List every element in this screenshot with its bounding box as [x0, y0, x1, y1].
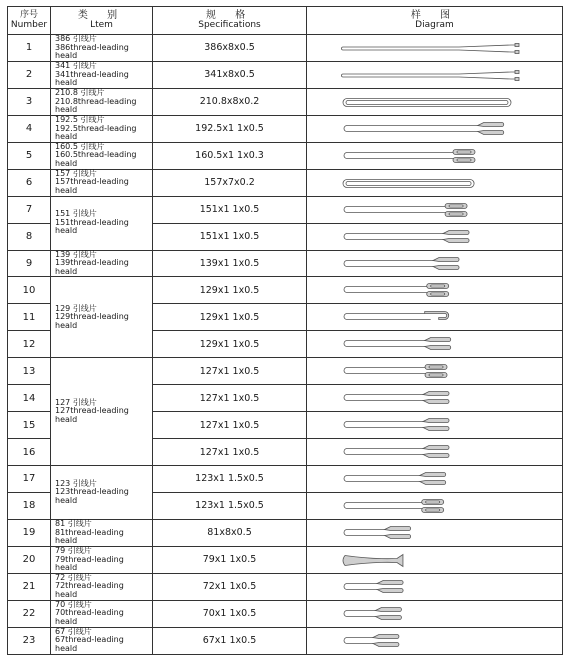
header-diagram — [307, 7, 563, 35]
part-drawing-paddle-end — [307, 520, 561, 545]
header-diagram-en: Diagram — [415, 20, 454, 31]
item-en2: heald — [55, 495, 78, 505]
table-row — [8, 277, 563, 304]
part-drawing-loop-strip — [307, 170, 561, 195]
item-cell — [51, 546, 153, 573]
table-row — [8, 358, 563, 385]
row-number: 21 — [8, 573, 51, 600]
part-drawing-paddle-end — [307, 466, 561, 491]
item-cell — [51, 196, 153, 250]
diagram-cell — [307, 573, 563, 600]
row-number: 5 — [8, 142, 51, 169]
diagram-cell — [307, 277, 563, 304]
table-row — [8, 250, 563, 277]
part-drawing-double-eye — [307, 277, 561, 302]
row-number: 8 — [8, 223, 51, 250]
spec-cell: 127x1 1x0.5 — [153, 358, 307, 385]
diagram-cell — [307, 331, 563, 358]
row-number: 23 — [8, 627, 51, 654]
item-code: 386 引线片 — [55, 34, 97, 44]
header-number-en: Number — [10, 19, 48, 30]
table-row — [8, 466, 563, 493]
row-number: 10 — [8, 277, 51, 304]
header-item-cn: 类 别 — [77, 10, 126, 22]
row-number: 14 — [8, 385, 51, 412]
item-en1: 157thread-leading — [55, 177, 129, 187]
part-drawing-paddle-end — [307, 116, 561, 141]
table-row — [8, 35, 563, 62]
item-en1: 139thread-leading — [55, 258, 129, 268]
part-drawing-paddle-end — [307, 601, 561, 626]
spec-cell: 127x1 1x0.5 — [153, 385, 307, 412]
spec-cell: 386x8x0.5 — [153, 35, 307, 62]
diagram-cell — [307, 466, 563, 493]
spec-cell: 79x1 1x0.5 — [153, 546, 307, 573]
row-number: 3 — [8, 88, 51, 115]
spec-cell: 160.5x1 1x0.3 — [153, 142, 307, 169]
diagram-cell — [307, 169, 563, 196]
part-drawing-split-loop-long — [307, 35, 561, 60]
item-cell — [51, 88, 153, 115]
diagram-cell — [307, 250, 563, 277]
item-en2: heald — [55, 414, 78, 424]
item-en1: 341thread-leading — [55, 69, 129, 79]
item-en2: heald — [55, 51, 78, 61]
item-code: 79 引线片 — [55, 546, 92, 556]
part-drawing-double-eye — [307, 493, 561, 518]
diagram-cell — [307, 385, 563, 412]
table-row — [8, 88, 563, 115]
item-code: 192.5 引线片 — [55, 115, 105, 125]
item-en1: 386thread-leading — [55, 42, 129, 52]
row-number: 13 — [8, 358, 51, 385]
spec-cell: 151x1 1x0.5 — [153, 223, 307, 250]
row-number: 15 — [8, 412, 51, 439]
item-en2: heald — [55, 643, 78, 653]
row-number: 6 — [8, 169, 51, 196]
table-row — [8, 196, 563, 223]
part-drawing-paddle-end — [307, 412, 561, 437]
item-cell — [51, 250, 153, 277]
spec-cell: 70x1 1x0.5 — [153, 600, 307, 627]
part-drawing-paddle-end — [307, 574, 561, 599]
spec-cell: 210.8x8x0.2 — [153, 88, 307, 115]
item-code: 81 引线片 — [55, 519, 92, 529]
table-row — [8, 169, 563, 196]
diagram-cell — [307, 196, 563, 223]
part-drawing-double-eye — [307, 143, 561, 168]
diagram-cell — [307, 35, 563, 62]
item-code: 129 引线片 — [55, 303, 97, 313]
spec-cell: 123x1 1.5x0.5 — [153, 492, 307, 519]
item-code: 210.8 引线片 — [55, 88, 105, 98]
item-en1: 123thread-leading — [55, 487, 129, 497]
row-number: 2 — [8, 61, 51, 88]
diagram-cell — [307, 115, 563, 142]
item-code: 151 引线片 — [55, 209, 97, 219]
part-drawing-paddle-end — [307, 439, 561, 464]
item-en1: 192.5thread-leading — [55, 123, 137, 133]
item-code: 67 引线片 — [55, 626, 92, 636]
row-number: 17 — [8, 466, 51, 493]
table-row — [8, 546, 563, 573]
item-en1: 127thread-leading — [55, 406, 129, 416]
part-drawing-paddle-end — [307, 385, 561, 410]
item-code: 70 引线片 — [55, 599, 92, 609]
spec-cell: 129x1 1x0.5 — [153, 277, 307, 304]
row-number: 12 — [8, 331, 51, 358]
spec-cell: 127x1 1x0.5 — [153, 412, 307, 439]
item-cell — [51, 573, 153, 600]
spec-cell: 123x1 1.5x0.5 — [153, 466, 307, 493]
item-code: 139 引线片 — [55, 249, 97, 259]
item-en1: 160.5thread-leading — [55, 150, 137, 160]
spec-cell: 129x1 1x0.5 — [153, 304, 307, 331]
item-en1: 72thread-leading — [55, 581, 124, 591]
item-code: 127 引线片 — [55, 397, 97, 407]
diagram-cell — [307, 88, 563, 115]
table-row — [8, 61, 563, 88]
item-cell — [51, 519, 153, 546]
table-row — [8, 600, 563, 627]
part-drawing-flared — [307, 547, 561, 572]
part-drawing-paddle-end — [307, 628, 561, 653]
diagram-cell — [307, 627, 563, 654]
item-en1: 129thread-leading — [55, 312, 129, 322]
table-header-row — [8, 7, 563, 35]
spec-cell: 67x1 1x0.5 — [153, 627, 307, 654]
diagram-cell — [307, 492, 563, 519]
item-cell — [51, 115, 153, 142]
row-number: 22 — [8, 600, 51, 627]
item-en1: 70thread-leading — [55, 608, 124, 618]
item-code: 123 引线片 — [55, 478, 97, 488]
spec-cell: 127x1 1x0.5 — [153, 439, 307, 466]
item-en2: heald — [55, 616, 78, 626]
row-number: 19 — [8, 519, 51, 546]
item-en2: heald — [55, 226, 78, 236]
diagram-cell — [307, 519, 563, 546]
item-cell — [51, 169, 153, 196]
header-spec-cn: 规 格 — [205, 10, 254, 22]
item-en2: heald — [55, 536, 78, 546]
row-number: 1 — [8, 35, 51, 62]
spec-cell: 341x8x0.5 — [153, 61, 307, 88]
spec-cell: 81x8x0.5 — [153, 519, 307, 546]
item-code: 341 引线片 — [55, 61, 97, 71]
row-number: 18 — [8, 492, 51, 519]
diagram-cell — [307, 412, 563, 439]
diagram-cell — [307, 304, 563, 331]
part-drawing-paddle-end — [307, 331, 561, 356]
diagram-cell — [307, 61, 563, 88]
item-cell — [51, 277, 153, 358]
item-en1: 210.8thread-leading — [55, 96, 137, 106]
part-drawing-loop-strip — [307, 89, 561, 114]
item-code: 157 引线片 — [55, 168, 97, 178]
item-en2: heald — [55, 132, 78, 142]
item-cell — [51, 35, 153, 62]
product-table-container — [7, 6, 562, 656]
header-diagram-cn: 样 图 — [410, 10, 459, 22]
diagram-cell — [307, 358, 563, 385]
header-spec — [153, 7, 307, 35]
table-row — [8, 573, 563, 600]
item-cell — [51, 61, 153, 88]
item-en2: heald — [55, 185, 78, 195]
row-number: 4 — [8, 115, 51, 142]
row-number: 9 — [8, 250, 51, 277]
item-en2: heald — [55, 78, 78, 88]
part-drawing-double-eye — [307, 358, 561, 383]
item-en2: heald — [55, 320, 78, 330]
spec-cell: 139x1 1x0.5 — [153, 250, 307, 277]
item-en2: heald — [55, 266, 78, 276]
spec-cell: 129x1 1x0.5 — [153, 331, 307, 358]
item-en2: heald — [55, 105, 78, 115]
part-drawing-paddle-end — [307, 224, 561, 249]
spec-cell: 151x1 1x0.5 — [153, 196, 307, 223]
table-row — [8, 115, 563, 142]
item-en2: heald — [55, 158, 78, 168]
spec-cell: 157x7x0.2 — [153, 169, 307, 196]
diagram-cell — [307, 600, 563, 627]
item-en1: 151thread-leading — [55, 217, 129, 227]
item-cell — [51, 600, 153, 627]
item-cell — [51, 466, 153, 520]
header-item-en: Ltem — [90, 20, 113, 31]
table-row — [8, 519, 563, 546]
header-spec-en: Specifications — [198, 20, 261, 31]
product-spec-table — [7, 6, 563, 655]
item-en2: heald — [55, 563, 78, 573]
part-drawing-paddle-end — [307, 251, 561, 276]
row-number: 11 — [8, 304, 51, 331]
diagram-cell — [307, 439, 563, 466]
table-body — [8, 35, 563, 655]
item-en2: heald — [55, 589, 78, 599]
item-en1: 81thread-leading — [55, 527, 124, 537]
spec-cell: 192.5x1 1x0.5 — [153, 115, 307, 142]
part-drawing-split-loop-long — [307, 62, 561, 87]
diagram-cell — [307, 546, 563, 573]
item-code: 72 引线片 — [55, 572, 92, 582]
spec-cell: 72x1 1x0.5 — [153, 573, 307, 600]
diagram-cell — [307, 223, 563, 250]
item-en1: 67thread-leading — [55, 635, 124, 645]
item-cell — [51, 142, 153, 169]
header-number — [8, 7, 51, 35]
item-en1: 79thread-leading — [55, 554, 124, 564]
row-number: 20 — [8, 546, 51, 573]
header-number-cn: 序号 — [19, 9, 38, 20]
item-code: 160.5 引线片 — [55, 141, 105, 151]
part-drawing-hook-eye — [307, 304, 561, 329]
row-number: 16 — [8, 439, 51, 466]
table-row — [8, 142, 563, 169]
item-cell — [51, 627, 153, 654]
header-item — [51, 7, 153, 35]
row-number: 7 — [8, 196, 51, 223]
table-row — [8, 627, 563, 654]
part-drawing-double-eye — [307, 197, 561, 222]
diagram-cell — [307, 142, 563, 169]
item-cell — [51, 358, 153, 466]
